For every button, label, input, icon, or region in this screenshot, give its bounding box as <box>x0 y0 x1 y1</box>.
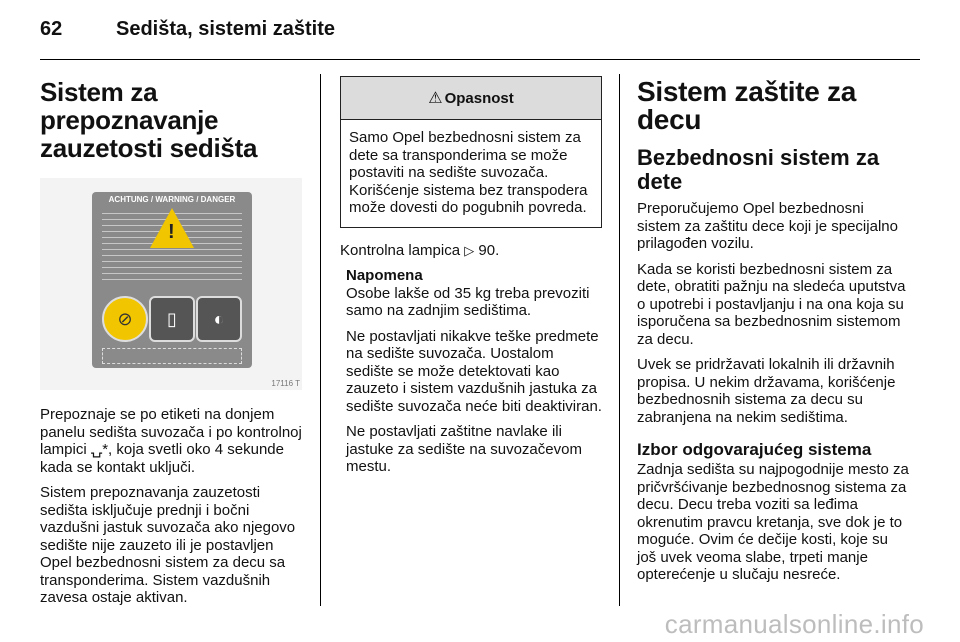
exclamation-icon: ! <box>168 221 175 243</box>
paragraph: Preporučujemo Opel bezbednosni sistem za zaštitu dece koji je specijalno prilagođen vozilu. <box>637 200 898 252</box>
label-icon-row <box>102 296 242 342</box>
subsection-heading-selection: Izbor odgovarajućeg sistema <box>637 440 872 459</box>
warning-triangle-icon: ⚠ <box>428 90 443 107</box>
danger-label: Opasnost <box>444 89 514 107</box>
paragraph: Sistem prepoznavanja zauzetosti sedišta isključuje prednji i bočni vazdušni jastuk suvozača ako njegovo sedište nije zauzeto ili je postavljen Opel bezbednosni sistem za decu sa transponderima. Sistem vazdušnih zavesa ostaje aktivan. <box>40 484 296 606</box>
warning-label-card <box>92 192 252 368</box>
paragraph: Uvek se pridržavati lokalnih ili državnih propisa. U nekim državama, korišćenje bezbednosnih sistema za decu su zabranjena na nekim sedištima. <box>637 356 896 426</box>
column-2 <box>340 74 602 484</box>
paragraph: Prepoznaje se po etiketi na donjem panelu sedišta suvozača i po kontrolnoj lampici ⍽*, koja svetli oko 4 sekunde kada se kontakt uključi. <box>40 406 302 476</box>
note-paragraph: Osobe lakše od 35 kg treba prevoziti samo na zadnjim sedištima. <box>346 284 590 319</box>
page-reference-icon: ▷ <box>464 242 475 258</box>
note-block <box>340 267 602 476</box>
column-1 <box>40 74 302 615</box>
section-title: Sedišta, sistemi zaštite <box>116 18 335 40</box>
watermark: carmanualsonline.info <box>664 609 924 639</box>
subsection-heading: Bezbednosni sistem za dete <box>637 145 880 194</box>
note-paragraph: Ne postavljati nikakve teške predmete na sedište suvozača. Uostalom sedište se može detektovati kao zauzeto i sistem vazdušnih jastuka za sedište suvozača neće biti deaktiviran. <box>346 327 602 415</box>
danger-box <box>340 76 602 228</box>
manual-book-icon: ▯ <box>149 296 195 342</box>
danger-header <box>341 77 601 120</box>
section-heading-child-safety: Sistem zaštite za decu <box>637 76 856 135</box>
page-number: 62 <box>40 18 63 40</box>
seat-label-figure <box>40 178 302 390</box>
column-divider-1 <box>320 74 321 606</box>
child-seat-icon: ◐ <box>196 296 242 342</box>
section-heading-occupancy: Sistem za prepoznavanje zauzetosti sedišta <box>40 77 258 163</box>
page-header <box>40 18 335 41</box>
paragraph: Zadnja sedišta su najpogodnije mesto za pričvršćivanje bezbednosnog sistema za decu. Decu treba voziti sa leđima okrenutim pravcu kretanja, sve dok je to moguće. Ovim će dečije kosti, koje su još uvek veoma slabe, trpeti manje opterećenje u slučaju nesreće. <box>637 461 909 583</box>
note-heading: Napomena <box>346 267 423 284</box>
danger-text: Samo Opel bezbednosni sistem za dete sa transponderima se može postaviti na sedište suvozača. Korišćenje sistema bez transpodera može dovesti do pogubnih povreda. <box>349 129 588 216</box>
label-dashed-area <box>102 348 242 364</box>
control-lamp-ref[interactable]: 90. <box>478 241 500 259</box>
note-paragraph: Ne postavljati zaštitne navlake ili jastuke za sedište na suvozačevom mestu. <box>346 423 582 475</box>
column-divider-2 <box>619 74 620 606</box>
child-seat-prohibited-icon: ⊘ <box>102 296 148 342</box>
figure-id: 17116 T <box>271 379 300 388</box>
paragraph: Kada se koristi bezbednosni sistem za dete, obratiti pažnju na sledeća uputstva o upotrebi i postavljanju i na ona koja su isporučena sa bezbednosnim sistemom za decu. <box>637 260 906 348</box>
column-3 <box>637 74 909 592</box>
control-lamp-text: Kontrolna lampica <box>340 241 461 259</box>
header-rule <box>40 59 920 60</box>
warning-label-title: ACHTUNG / WARNING / DANGER <box>108 195 236 204</box>
control-lamp-paragraph <box>340 242 602 260</box>
